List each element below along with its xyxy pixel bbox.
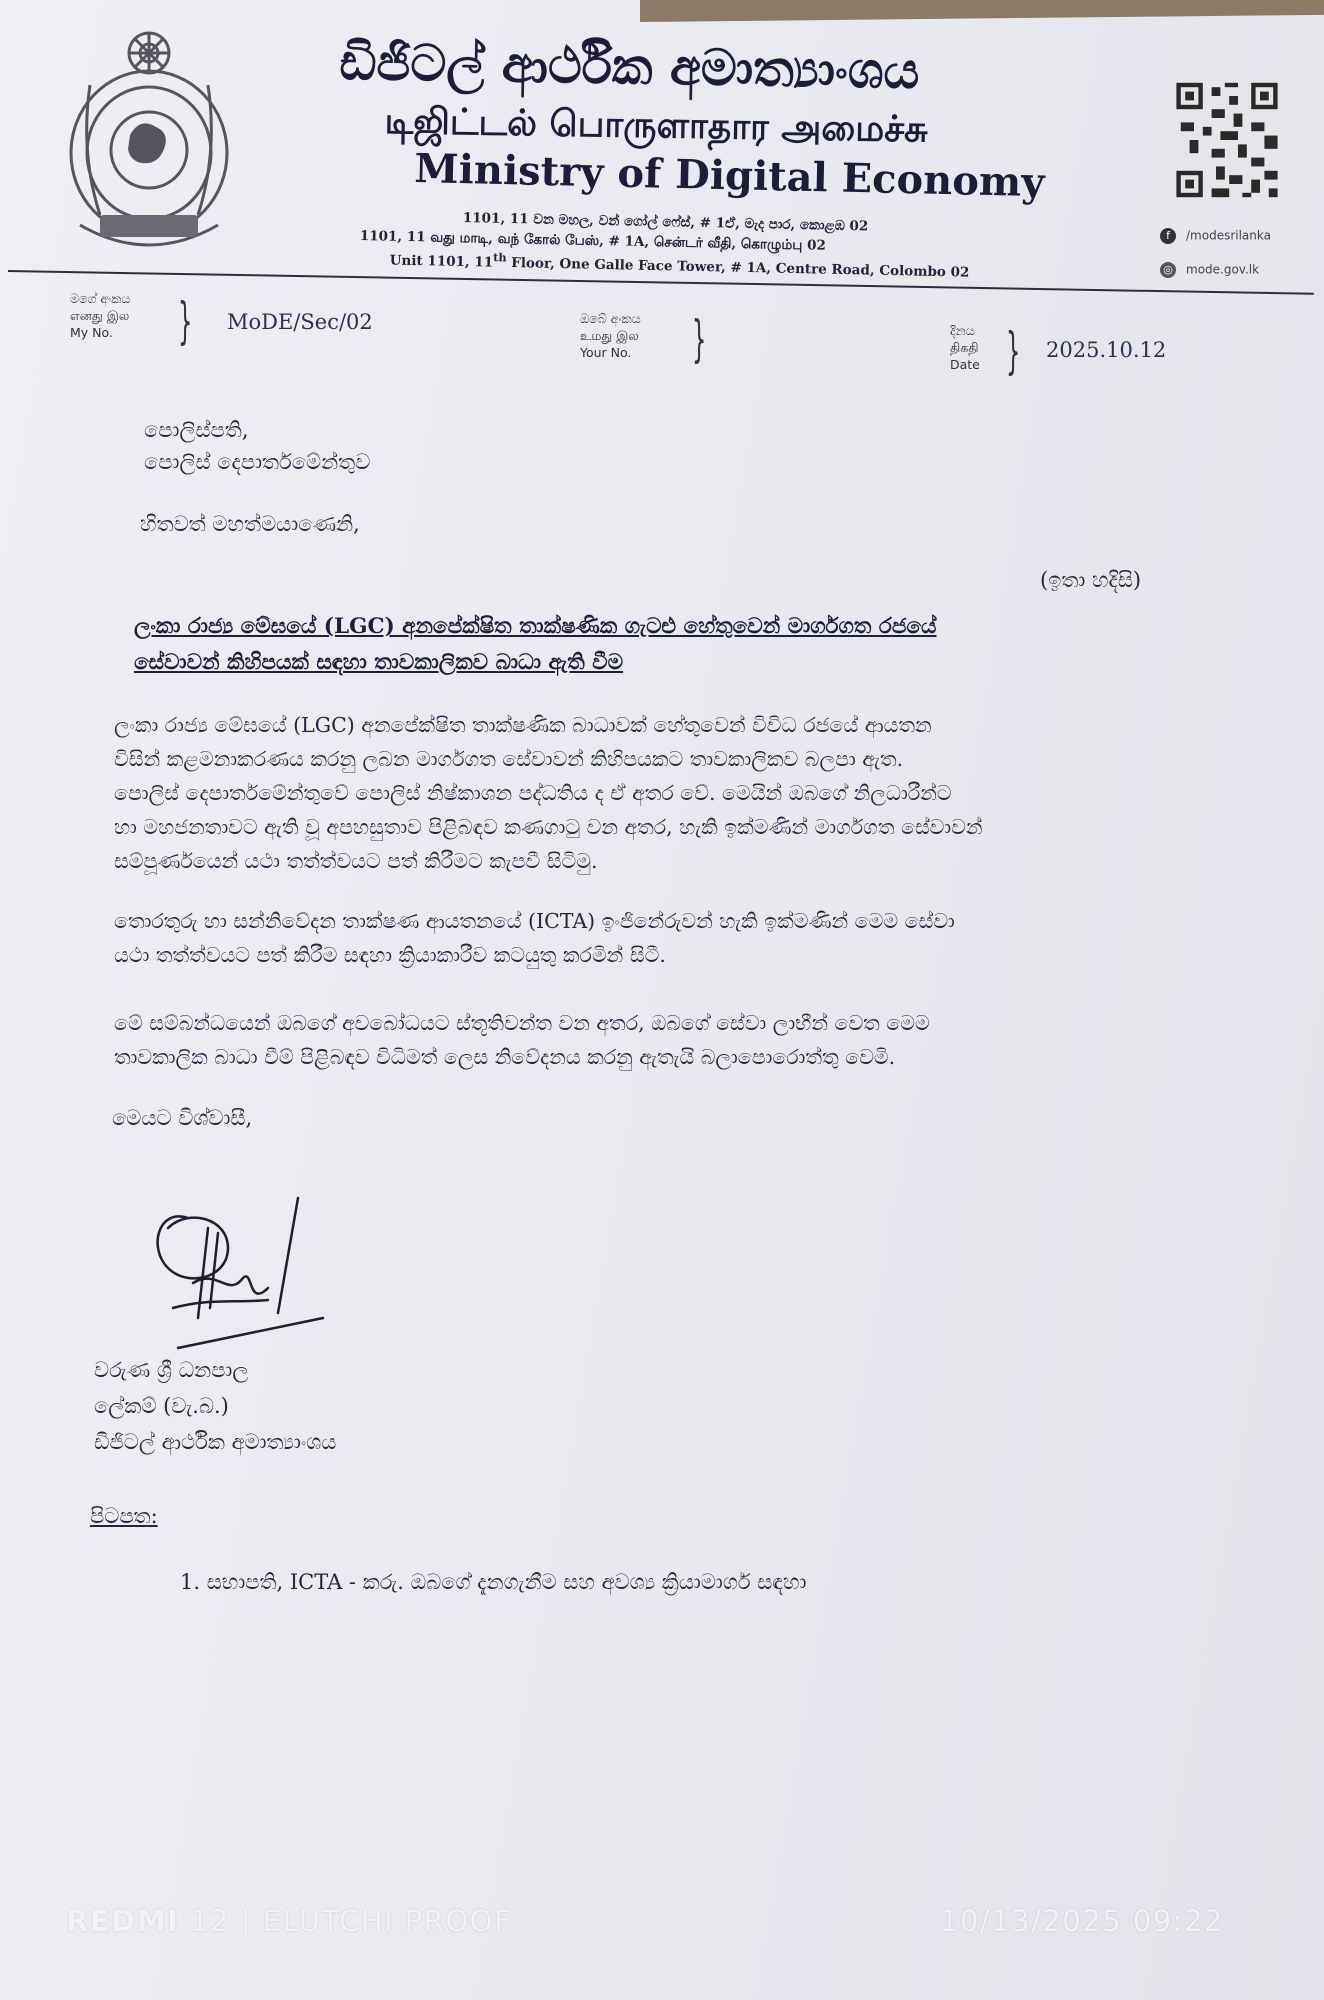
facebook-icon: f [1160, 228, 1176, 244]
subject-line-1: ලංකා රාජ්‍ය මේඝයේ (LGC) අනපේක්ෂිත තාක්ෂණික ගැටළු හේතුවෙන් මාර්ගගත රජයේ [134, 614, 937, 639]
copies-label: පිටපත: [90, 1504, 158, 1528]
my-no-label: මගේ අංකය எனது இல My No. [70, 291, 131, 340]
paragraph-1: ලංකා රාජ්‍ය මේඝයේ (LGC) අනපේක්ෂිත තාක්ෂණික බාධාවක් හේතුවෙන් විවිධ රජයේ ආයතන විසින් කළමනාකරණය කරනු ලබන මාර්ගගත සේවාවන් කිහිපයකට තාවකාලිකව බලපා ඇත. පොලිස් දෙපාර්තමේන්තුවේ පොලිස් නිෂ්කාශන පද්ධතිය ද ඒ අතර වේ. මෙයින් ඔබගේ නිලධාරීන්ට හා මහජනතාවට ඇති වූ අපහසුතාව පිළිබඳව කණගාටු වන අතර, හැකි ඉක්මණින් මාර්ගගත සේවාවන් සම්පූර්ණයෙන් යථා තත්ත්වයට පත් කිරීමට කැපවී සිටිමු. [114, 713, 983, 873]
salutation: හිතවත් මහත්මයාණෙනි, [140, 512, 360, 536]
subject-line-2: සේවාවන් කිහිපයක් සඳහා තාවකාලිකව බාධා ඇති වීම [134, 650, 624, 675]
facebook-handle: /modesrilanka [1186, 228, 1271, 243]
closing: මෙයට විශ්වාසී, [112, 1106, 253, 1130]
your-no-brace: } [692, 310, 707, 368]
ministry-title-english: Ministry of Digital Economy [413, 145, 1046, 207]
facebook-link[interactable] [1160, 228, 1271, 244]
paragraph-2: තොරතුරු හා සන්නිවේදන තාක්ෂණ ආයතනයේ (ICTA) ඉංජිනේරුවන් හැකි ඉක්මණින් මෙම සේවා යථා තත්ත්වයට පත් කිරීම සඳහා ක්‍රියාකාරීව කටයුතු කරමින් සිටී. [114, 909, 955, 967]
date-value: 2025.10.12 [1046, 338, 1167, 362]
camera-watermark: REDMI 12 | ELUTCHI PROOF [66, 1904, 513, 1938]
website-url: mode.gov.lk [1186, 262, 1260, 277]
signature-image [148, 1188, 328, 1353]
address-english: Unit 1101, 11th Floor, One Galle Face Tower, # 1A, Centre Road, Colombo 02 [389, 250, 970, 281]
recipient-line-1: පොලිස්පති, [144, 418, 249, 442]
globe-icon: ◎ [1160, 262, 1176, 278]
address-sinhala: 1101, 11 වන මහල, වන් ගෝල් ෆේස්, # 1ඒ, මැද පාර, කොළඹ 02 [462, 210, 869, 235]
urgency-note: (ඉතා හදිසි) [1040, 568, 1142, 592]
my-no-value: MoDE/Sec/02 [227, 310, 373, 334]
signatory-title: ලේකම් (වැ.බ.) [94, 1394, 229, 1418]
date-label: දිනය திகதி Date [950, 323, 980, 372]
my-no-brace: } [178, 292, 193, 350]
date-brace: } [1006, 322, 1021, 380]
camera-timestamp: 10/13/2025 09:22 [940, 1904, 1224, 1938]
signatory-org: ඩිජිටල් ආර්ථික අමාත්‍යාංශය [94, 1430, 337, 1454]
paragraph-3: මේ සම්බන්ධයෙන් ඔබගේ අවබෝධයට ස්තූතිවන්ත වන අතර, ඔබගේ සේවා ලාභීන් වෙත මෙම තාවකාලික බාධා වීම් පිළිබඳව විධිමත් ලෙස නිවේදනය කරනු ඇතැයි බලාපොරොත්තු වෙමි. [114, 1011, 930, 1069]
ministry-title-tamil: டிஜிட்டல் பொருளாதார அமைச்சு [384, 100, 929, 151]
ministry-title-sinhala: ඩිජිටල් ආර්ථික අමාත්‍යාංශය [339, 32, 921, 101]
website-link[interactable] [1160, 262, 1259, 278]
recipient-line-2: පොලිස් දෙපාර්තමේන්තුව [144, 450, 371, 474]
background-surface [640, 0, 1324, 22]
address-tamil: 1101, 11 வது மாடி, வந் கோல் பேஸ், # 1A, சென்டர் வீதி, கொழும்பு 02 [359, 228, 826, 254]
copy-item-1: 1. සභාපති, ICTA - කරු. ඔබගේ දැනගැනීම සහ අවශ්‍ය ක්‍රියාමාර්ග සඳහා [180, 1570, 807, 1594]
qr-code-icon [1172, 78, 1282, 202]
signatory-name: වරුණ ශ්‍රී ධනපාල [94, 1358, 249, 1382]
sri-lanka-emblem-icon [60, 25, 238, 255]
your-no-label: ඔබේ අංකය உமது இல Your No. [580, 311, 641, 360]
